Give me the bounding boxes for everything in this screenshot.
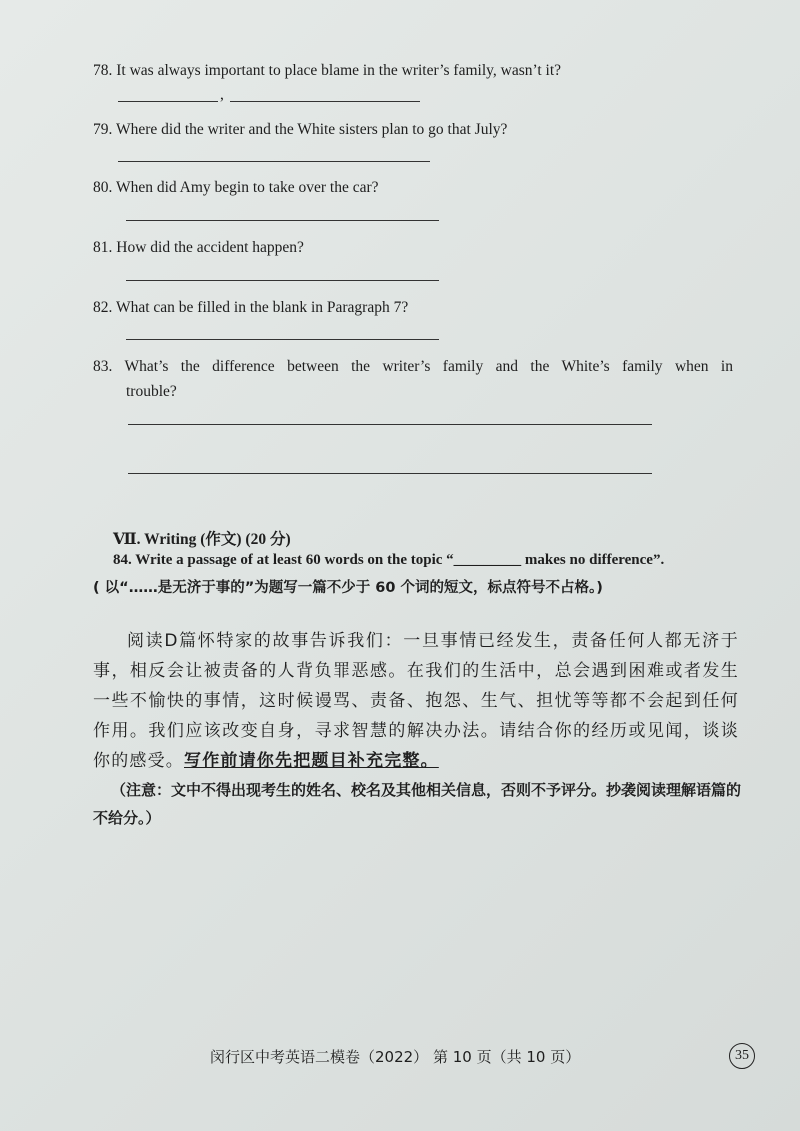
question-80: 80. When did Amy begin to take over the car? xyxy=(93,179,379,196)
prompt-text: 阅读D篇怀特家的故事告诉我们：一旦事情已经发生，责备任何人都无济于事，相反会让被责备的人背负罪恶感。在我们的生活中，总会遇到困难或者发生一些不愉快的事情，这时候谩骂、责备、抱怨、生气、担忧等等都不会起到任何作用。我们应该改变自身，寻求智慧的解决办法。请结合你的经历或见闻，谈谈你的感受。 xyxy=(93,631,739,771)
question-83: 83. What’s the difference between the writer’s family and the White’s family when in xyxy=(93,358,733,375)
question-81: 81. How did the accident happen? xyxy=(93,239,304,256)
question-82: 82. What can be filled in the blank in Paragraph 7? xyxy=(93,299,409,316)
question-79: 79. Where did the writer and the White sisters plan to go that July? xyxy=(93,121,508,138)
writing-note: （注意：文中不得出现考生的姓名、校名及其他相关信息，否则不予评分。抄袭阅读理解语篇的不给分。） xyxy=(93,781,742,827)
question-83-continued: trouble? xyxy=(126,383,177,400)
answer-line-83a[interactable] xyxy=(128,424,652,425)
answer-comma: , xyxy=(220,86,224,103)
writing-task-chinese: ( 以“……是无济于事的”为题写一篇不少于 60 个词的短文，标点符号不占格。) xyxy=(93,580,603,596)
prompt-underlined-instruction: 写作前请你先把题目补充完整。 xyxy=(184,751,439,771)
answer-line-79[interactable] xyxy=(118,161,430,162)
answer-line-82[interactable] xyxy=(126,339,439,340)
question-78: 78. It was always important to place blame in the writer’s family, wasn’t it? xyxy=(93,62,562,79)
writing-task: 84. Write a passage of at least 60 words on the topic “_________ makes no difference”. xyxy=(113,552,665,568)
section-title: Ⅶ. Writing (作文) (20 分) xyxy=(113,531,291,548)
answer-line-78b[interactable] xyxy=(230,101,420,102)
answer-line-81[interactable] xyxy=(126,280,439,281)
answer-line-78a[interactable] xyxy=(118,101,218,102)
answer-line-83b[interactable] xyxy=(128,473,652,474)
writing-prompt xyxy=(93,626,739,776)
page-footer: 闵行区中考英语二模卷（2022） 第 10 页（共 10 页） xyxy=(210,1048,581,1066)
page-number-circle: 35 xyxy=(729,1043,755,1069)
answer-line-80[interactable] xyxy=(126,220,439,221)
